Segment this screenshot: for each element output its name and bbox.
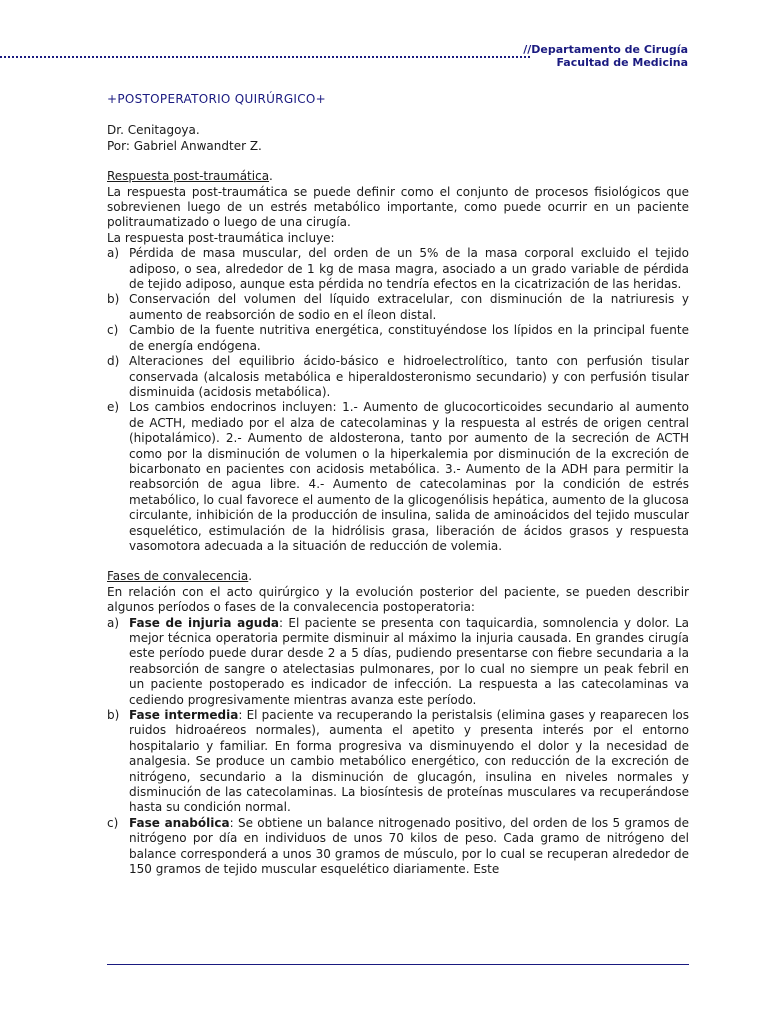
phases-list — [107, 616, 689, 878]
document-title: +POSTOPERATORIO QUIRÚRGICO+ — [107, 92, 327, 106]
faculty-name: Facultad de Medicina — [556, 56, 688, 69]
paragraph: En relación con el acto quirúrgico y la evolución posterior del paciente, se pueden describir algunos períodos o fases de la convalecencia postoperatoria: — [107, 584, 689, 615]
list-item: b) Fase intermedia: El paciente va recuperando la peristalsis (elimina gases y reaparecen los ruidos hidroaéreos normales), aumenta el apetito y presenta interés por el entorno hospitalario y familiar. En forma progresiva va disminuyendo el dolor y la necesidad de analgesia. Se produce un cambio metabólico energético, con reducción de la excreción de nitrógeno, secundario a la disminución de glucagón, insulina en niveles normales y disminución de las catecolaminas. La biosíntesis de proteínas musculares va recuperándose hasta su condición normal. — [107, 708, 689, 815]
list-item: c) Cambio de la fuente nutritiva energética, constituyéndose los lípidos en la principal fuente de energía endógena. — [107, 323, 689, 353]
list-item: a) Pérdida de masa muscular, del orden de un 5% de la masa corporal excluido el tejido adiposo, o sea, alrededor de 1 kg de masa magra, asociado a un grado variable de pérdida de tejido adiposo, aunque esta pérdida no tendría efectos en la cicatrización de las heridas. — [107, 246, 689, 292]
list-item: a) Fase de injuria aguda: El paciente se presenta con taquicardia, somnolencia y dolor. La mejor técnica operatoria permite disminuir al máximo la injuria causada. En grandes cirugía este período puede durar desde 2 a 5 días, pudiendo presentarse con fiebre secundaria a la reabsorción de sangre o atelectasias pulmonares, por lo cual no siempre un peak febril en un paciente postoperado es indicador de infección. La respuesta a las catecolaminas va cediendo progresivamente mientras avanza este período. — [107, 615, 690, 707]
section-heading: Fases de convalecencia. — [107, 569, 253, 584]
department-label — [523, 43, 688, 69]
dotted-rule — [0, 56, 530, 58]
author-line: Por: Gabriel Anwandter Z. — [107, 138, 262, 153]
section-heading: Respuesta post-traumática. — [107, 169, 273, 184]
list-item: d) Alteraciones del equilibrio ácido-básico e hidroelectrolítico, tanto con perfusión tisular conservada (alcalosis metabólica e hiperaldosteronismo secundario) y con perfusión tisular disminuida (acidosis metabólica). — [107, 354, 689, 399]
document-body — [107, 92, 689, 878]
paragraph: La respuesta post-traumática se puede definir como el conjunto de procesos fisiológicos que sobrevienen luego de un estrés metabólico importante, como puede ocurrir en un paciente politraumatizado o luego de una cirugía. — [107, 184, 689, 230]
list-item: e) Los cambios endocrinos incluyen: 1.- Aumento de glucocorticoides secundario al aumento de ACTH, mediado por el alza de catecolaminas y la respuesta al estrés de origen central (hipotalámico). 2.- Aumento de aldosterona, tanto por aumento de la secreción de ACTH como por la disminución de volumen o la hiperkalemia por disminución de la excreción de bicarbonato en pacientes con acidosis metabólica. 3.- Aumento de la ADH para permitir la reabsorción de agua libre. 4.- Aumento de catecolaminas por la condición de estrés metabólico, lo cual favorece el aumento de la glicogenólisis hepática, aumento de la glucosa circulante, inhibición de la producción de insulina, salida de aminoácidos del tejido muscular esquelético, estimulación de la hidrólisis grasa, liberación de ácidos grasos y respuesta vasomotora adecuada a la situación de reducción de volemia. — [107, 400, 689, 553]
list-item: c) Fase anabólica: Se obtiene un balance nitrogenado positivo, del orden de los 5 gramos de nitrógeno por día en individuos de unos 70 kilos de peso. Cada gramo de nitrógeno del balance corresponderá a unos 30 gramos de músculo, por lo cual se recuperan alrededor de 150 gramos de tejido muscular esquelético diariamente. Este — [107, 815, 690, 877]
list-item: b) Conservación del volumen del líquido extracelular, con disminución de la natriuresis y aumento de reabsorción de sodio en el íleon distal. — [107, 292, 689, 322]
footer-rule — [107, 964, 689, 965]
response-list — [107, 246, 689, 554]
author-line: Dr. Cenitagoya. — [107, 123, 200, 138]
department-name: //Departamento de Cirugía — [523, 43, 688, 56]
page-header — [0, 42, 768, 72]
paragraph: La respuesta post-traumática incluye: — [107, 230, 335, 245]
